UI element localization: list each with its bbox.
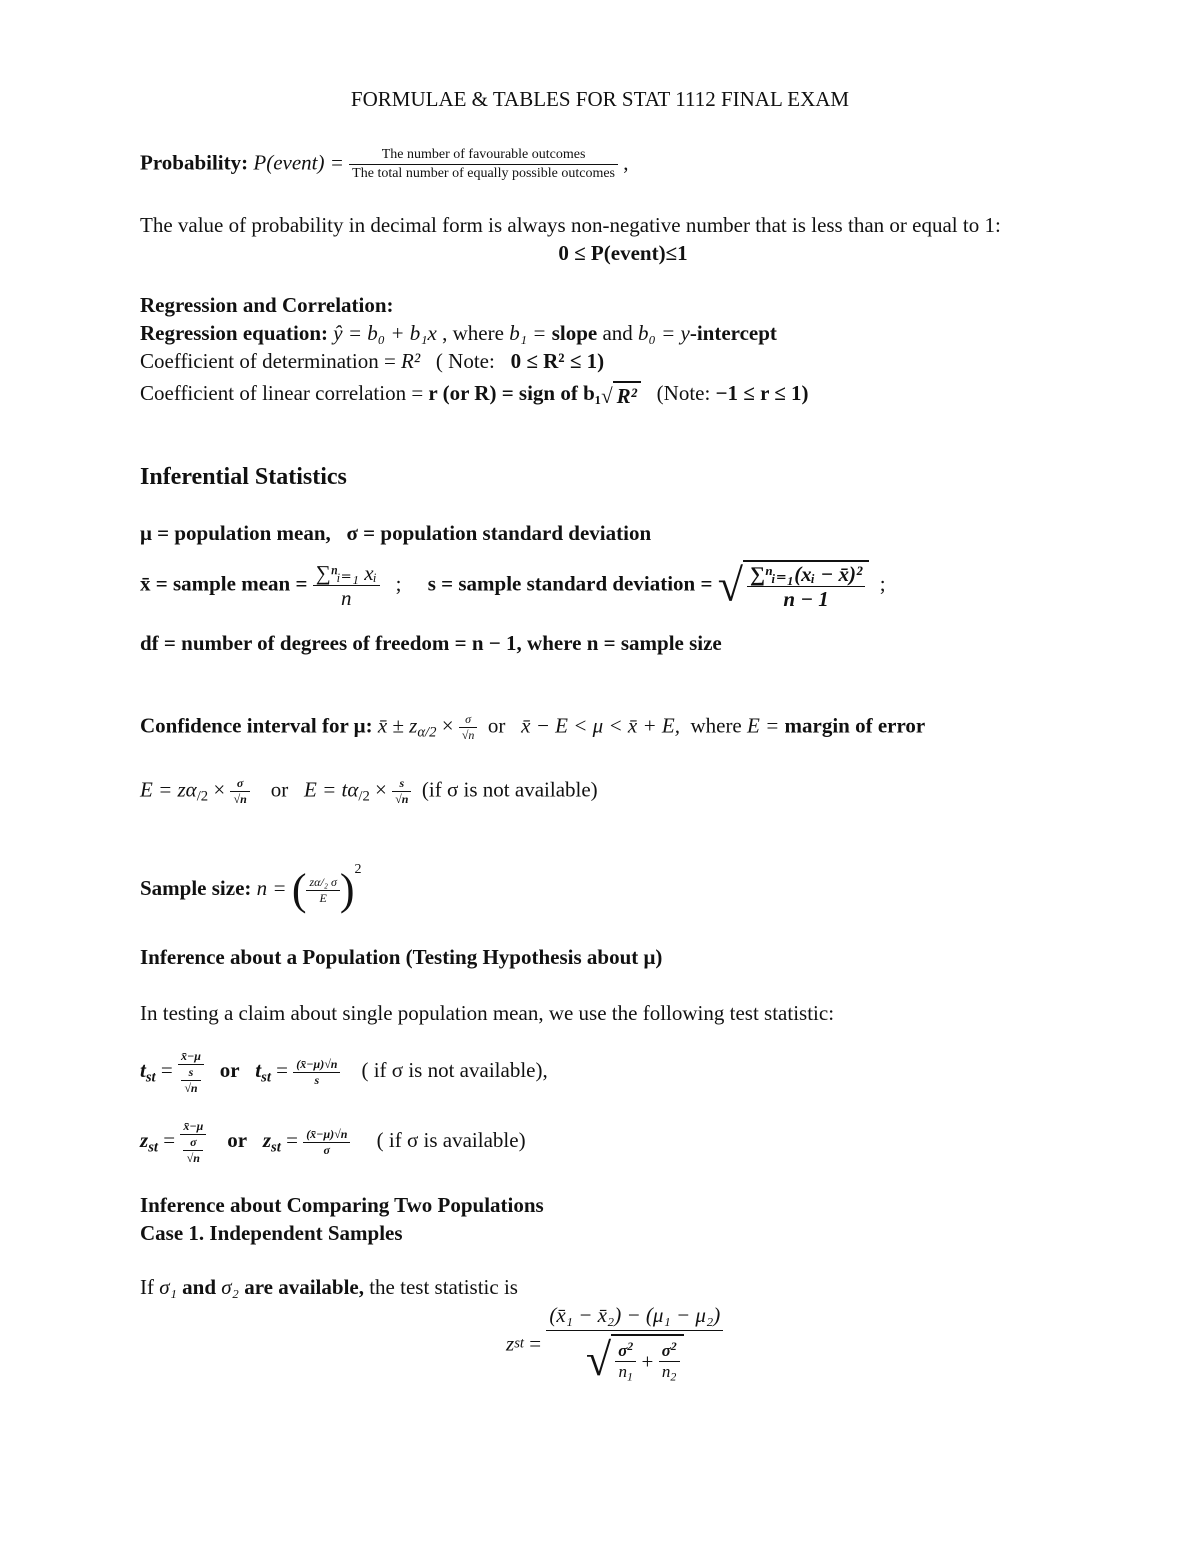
probability-denominator: The total number of equally possible outcomes xyxy=(352,166,615,181)
sample-sd-denominator: n − 1 xyxy=(783,587,829,611)
two-z-fraction xyxy=(546,1300,723,1387)
E-t-s: s xyxy=(392,776,411,792)
sample-stats-line xyxy=(140,560,886,611)
t-or: or xyxy=(219,1058,240,1082)
two-z-s2: $\sigma^2$ xyxy=(659,1336,680,1362)
z-eq: = xyxy=(163,1128,176,1152)
z-frac2-num: (x̄−μ)√n xyxy=(303,1127,350,1143)
E-z-sqrtn: √n xyxy=(233,792,247,806)
hypothesis-heading: Inference about a Population (Testing Hypothesis about μ) xyxy=(140,945,663,969)
t-frac2-den: s xyxy=(314,1072,320,1087)
regression-eq-where: , where xyxy=(442,321,504,345)
sample-size-label: Sample size: xyxy=(140,876,252,900)
z-frac2-den: σ xyxy=(323,1142,331,1157)
case1-if: If xyxy=(140,1275,154,1299)
z-frac1-sqrtn: √n xyxy=(186,1150,200,1165)
left-paren-icon: ( xyxy=(291,865,307,915)
ci-label: Confidence interval for μ: xyxy=(140,713,373,738)
E-t-sub: /2 xyxy=(358,788,370,805)
two-z-eq: = xyxy=(529,1331,542,1356)
regression-b0: b₀ = y xyxy=(638,321,690,345)
E-z-sigma: σ xyxy=(230,776,249,792)
sample-sd-sqrt xyxy=(718,560,870,611)
t-fraction-2 xyxy=(293,1057,340,1088)
case1-heading: Case 1. Independent Samples xyxy=(140,1221,403,1245)
confidence-interval-line xyxy=(140,712,925,746)
case1-are-available: are available, xyxy=(244,1275,364,1299)
E-t-fraction xyxy=(392,776,411,807)
page-title: FORMULAE & TABLES FOR STAT 1112 FINAL EXAM xyxy=(350,87,850,111)
z-frac1-num: x̄−μ xyxy=(180,1119,206,1135)
case1-and: and xyxy=(182,1275,217,1299)
t-sub: st xyxy=(145,1069,156,1086)
t-sub-2: st xyxy=(261,1069,271,1086)
regression-b1: b₁ = xyxy=(509,321,547,345)
E-if-not: (if σ is not available) xyxy=(421,777,598,802)
z-sub: st xyxy=(148,1139,158,1156)
z-eq-2: = xyxy=(286,1128,298,1152)
z-lhs: z xyxy=(140,1128,149,1152)
sample-size-line xyxy=(140,850,362,915)
regression-equation xyxy=(140,320,777,346)
regression-and: and xyxy=(602,321,633,345)
t-eq: = xyxy=(160,1058,173,1082)
probability-numerator: The number of favourable outcomes xyxy=(349,146,618,165)
z-fraction-1 xyxy=(180,1119,206,1166)
case1-tail: the test statistic is xyxy=(369,1275,518,1299)
two-z-numerator: (x̄₁ − x̄₂) − (μ₁ − μ₂) xyxy=(546,1300,723,1331)
t-frac2-num: (x̄−μ)√n xyxy=(293,1057,340,1073)
z-statistic-line xyxy=(140,1118,526,1169)
ci-times: × xyxy=(441,713,454,738)
regression-slope: slope xyxy=(551,321,598,345)
two-z-n2: $n_2$ xyxy=(661,1361,677,1384)
ci-E-eq: E = xyxy=(747,713,780,738)
ci-fraction xyxy=(459,712,478,743)
sample-size-fraction xyxy=(306,875,339,906)
correlation-value: r (or R) = sign of b₁ xyxy=(428,381,602,405)
t-note: ( if σ is not available), xyxy=(361,1058,548,1082)
z-fraction-2 xyxy=(303,1127,350,1158)
determination-range: 0 ≤ R² ≤ 1) xyxy=(510,349,605,373)
sample-sd-label: s = sample standard deviation = xyxy=(427,571,713,596)
probability-range: 0 ≤ P(event)≤1 xyxy=(558,241,688,265)
two-sample-z-formula xyxy=(506,1300,723,1387)
ci-sqrtn: √n xyxy=(461,728,475,742)
sigma-definition: σ = population standard deviation xyxy=(346,521,652,545)
E-z-sub: /2 xyxy=(196,788,209,805)
E-z-times: × xyxy=(213,777,226,802)
case1-sigma2: σ₂ xyxy=(221,1275,239,1299)
two-z-sub: st xyxy=(514,1335,524,1352)
two-z-lhs: z xyxy=(506,1331,515,1356)
sample-size-denominator: E xyxy=(319,890,327,905)
t-lhs-2: t xyxy=(255,1058,262,1082)
two-z-plus: + xyxy=(641,1349,654,1374)
ci-formula-b: x̄ − E < μ < x̄ + E, xyxy=(521,713,680,738)
sample-sd-fraction xyxy=(747,562,865,611)
z-sub-2: st xyxy=(271,1139,281,1156)
sample-size-exponent: 2 xyxy=(354,862,362,877)
sample-size-n: n = xyxy=(256,876,287,900)
correlation-line xyxy=(140,380,809,409)
inferential-heading: Inferential Statistics xyxy=(140,464,347,490)
ci-where: where xyxy=(690,713,742,738)
t-frac1-num: x̄−μ xyxy=(178,1049,204,1065)
E-t-formula: E = tα xyxy=(304,777,359,802)
two-z-n1: $n_1$ xyxy=(618,1361,633,1384)
sample-size-numerator: zα/₂ σ xyxy=(306,875,339,891)
regression-intercept: -intercept xyxy=(689,321,777,345)
two-z-denominator xyxy=(546,1331,723,1387)
regression-heading: Regression and Correlation: xyxy=(140,293,394,317)
probability-note: The value of probability in decimal form is always non-negative number that is less than or equal to 1: xyxy=(140,213,1001,237)
t-fraction-1 xyxy=(178,1049,204,1096)
hypothesis-intro: In testing a claim about single population mean, we use the following test statistic: xyxy=(140,1001,835,1025)
ci-margin: margin of error xyxy=(784,713,926,738)
parameter-definitions xyxy=(140,520,651,546)
E-or: or xyxy=(270,777,289,802)
sample-mean-denominator: n xyxy=(341,586,352,610)
mu-definition: μ = population mean, xyxy=(140,521,331,545)
two-pop-heading: Inference about Comparing Two Populations xyxy=(140,1193,544,1217)
case1-sigma1: σ₁ xyxy=(159,1275,177,1299)
regression-eq-formula: ŷ = b₀ + b₁x xyxy=(333,321,437,345)
t-statistic-line xyxy=(140,1048,548,1099)
semicolon-1: ; xyxy=(395,571,402,596)
z-frac1-sigma: σ xyxy=(183,1135,203,1151)
determination-line xyxy=(140,348,604,374)
ci-or: or xyxy=(487,713,506,738)
probability-label: Probability: xyxy=(140,150,249,175)
probability-lhs: P(event) = xyxy=(253,150,344,175)
determination-value: R² xyxy=(401,349,421,373)
probability-trail: , xyxy=(623,150,629,175)
sample-sd-numerator: ∑ⁿᵢ₌₁(xᵢ − x̄)² xyxy=(747,562,865,587)
E-z-fraction xyxy=(230,776,249,807)
df-line: df = number of degrees of freedom = n − 1, where n = sample size xyxy=(140,631,722,655)
E-t-times: × xyxy=(375,777,387,802)
sample-mean-numerator: ∑ⁿᵢ₌₁ xᵢ xyxy=(313,561,380,586)
regression-eq-label: Regression equation: xyxy=(140,321,329,345)
ci-formula-a: x̄ ± z xyxy=(377,713,418,738)
E-t-sqrtn: √n xyxy=(395,792,409,806)
t-lhs: t xyxy=(140,1058,146,1082)
E-z-formula: E = zα xyxy=(140,777,197,802)
correlation-note: (Note: xyxy=(656,381,711,405)
case1-condition xyxy=(140,1274,518,1300)
two-z-s1: $\sigma^2$ xyxy=(615,1336,636,1362)
right-paren-icon: ) xyxy=(339,865,355,915)
sample-mean-label: x̄ = sample mean = xyxy=(140,571,308,596)
correlation-root: R² xyxy=(613,381,641,409)
big-sqrt-icon: √ xyxy=(717,559,743,611)
sqrt-icon: √ R² xyxy=(601,381,641,409)
determination-label: Coefficient of determination = xyxy=(140,349,396,373)
determination-note: ( Note: xyxy=(435,349,495,373)
correlation-label: Coefficient of linear correlation = xyxy=(140,381,424,405)
two-z-sqrt-icon: √ xyxy=(585,1334,612,1386)
z-lhs-2: z xyxy=(262,1128,272,1152)
z-or: or xyxy=(227,1128,248,1152)
t-frac1-s: s xyxy=(181,1065,201,1081)
correlation-range: −1 ≤ r ≤ 1) xyxy=(715,381,809,405)
z-note: ( if σ is available) xyxy=(376,1128,526,1152)
probability-fraction xyxy=(349,146,618,183)
margin-of-error-line xyxy=(140,776,598,810)
semicolon-2: ; xyxy=(879,571,886,596)
t-eq-2: = xyxy=(276,1058,288,1082)
ci-alpha-sub: α/2 xyxy=(417,724,437,741)
t-frac1-sqrtn: √n xyxy=(184,1080,198,1095)
ci-sigma: σ xyxy=(459,712,478,728)
sample-mean-fraction xyxy=(313,561,380,610)
probability-formula xyxy=(140,146,629,183)
